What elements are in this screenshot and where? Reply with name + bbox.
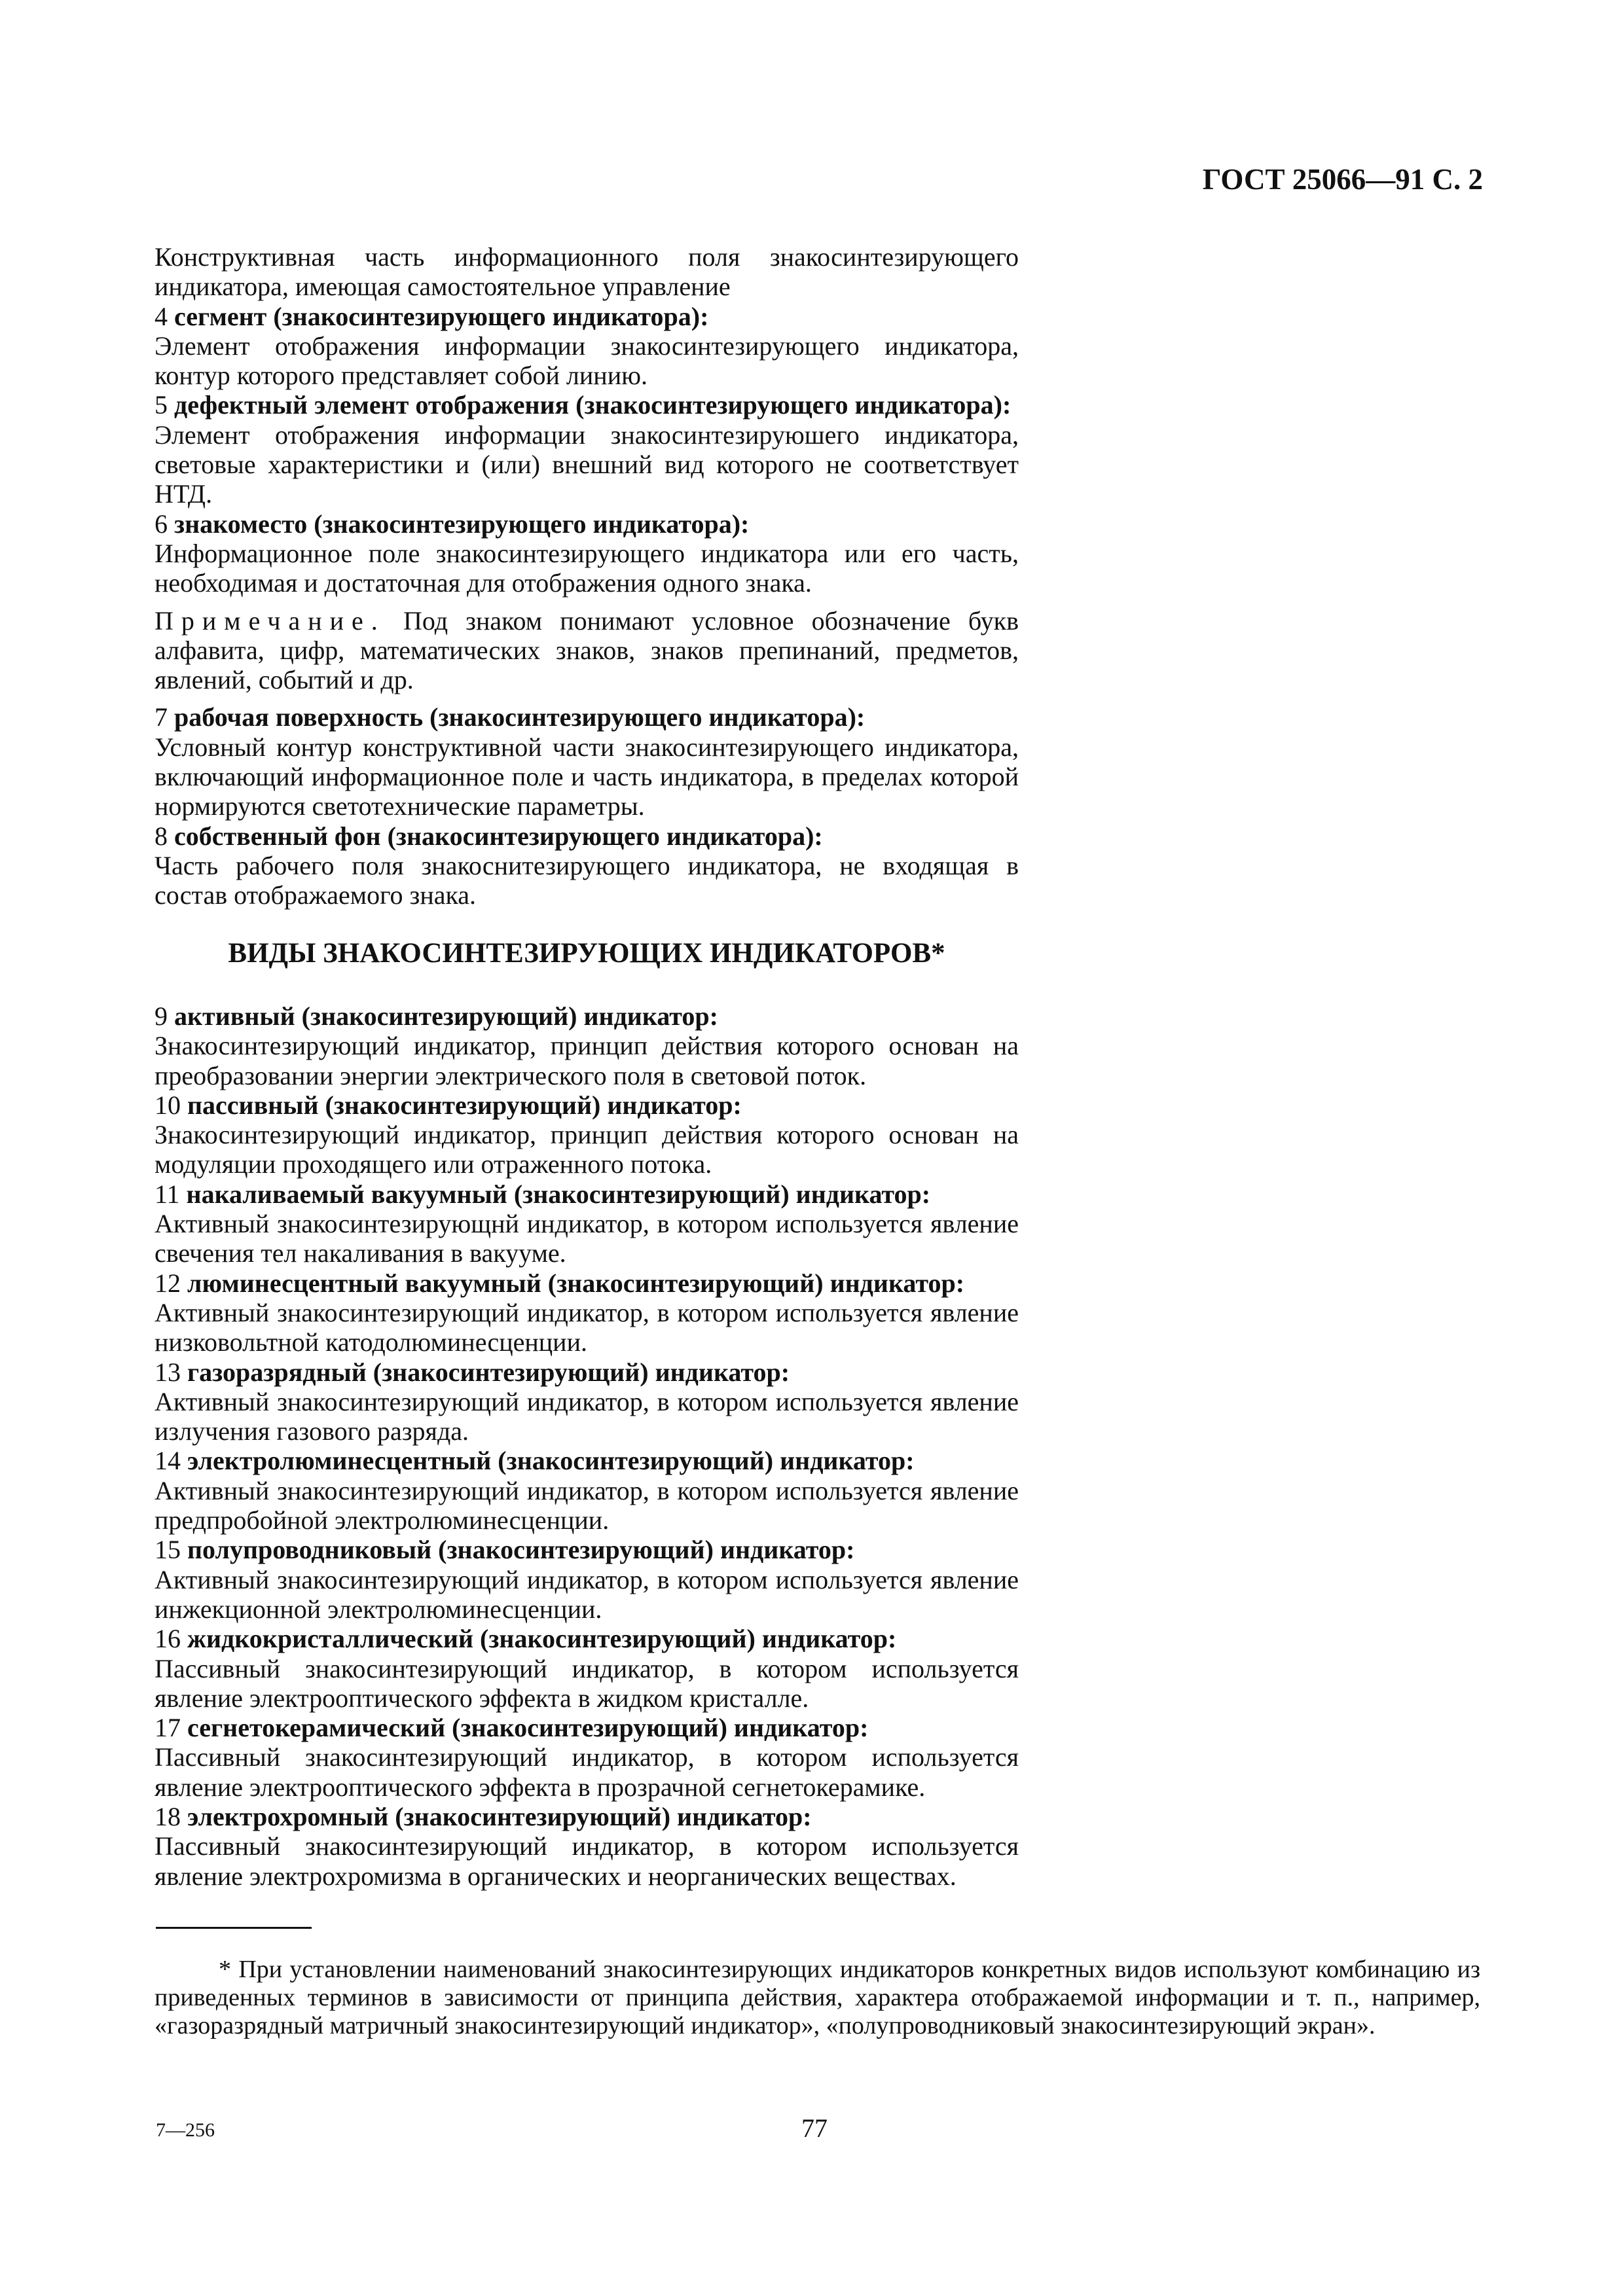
term-entry-13 [155,1357,1019,1446]
term-entry-9 [155,1001,1019,1090]
term-entry-6 [155,509,1019,598]
term-entry-14 [155,1446,1019,1535]
definition-text: Активный знакосинтезирующий индикатор, в котором используется явление предпробойной электролюминесценции. [155,1475,1019,1535]
definition-text: Знакосинтезирующий индикатор, принцип действия которого основан на преобразовании энергии электрического поля в световой поток. [155,1031,1019,1090]
term-number: 8 [155,821,168,851]
note-text: Под знаком понимают условное обозначение букв алфавита, цифр, математических знаков, знаков препинаний, предметов, явлений, событий и др. [155,605,1019,695]
definition-text: Знакосинтезирующий индикатор, принцип действия которого основан на модуляции проходящего или отраженного потока. [155,1120,1019,1179]
definition-text: Активный знакосинтезирующий индикатор, в котором используется явление инжекционной электролюминесценции. [155,1564,1019,1624]
definition-text: Элемент отображения информации знакосинтезирующего индикатора, контур которого представляет собой линию. [155,331,1019,391]
term-entry-16 [155,1624,1019,1713]
footnote-divider [156,1927,312,1929]
term-entry-17 [155,1713,1019,1802]
term-title: электролюминесцентный (знакосинтезирующий) индикатор: [187,1446,915,1476]
term-title: жидкокристаллический (знакосинтезирующий) индикатор: [187,1624,897,1654]
term-number: 9 [155,1001,168,1031]
definition-text: Пассивный знакосинтезирующий индикатор, в котором используется явление электрооптического эффекта в жидком кристалле. [155,1653,1019,1713]
term-entry-18 [155,1802,1019,1891]
term-entry-8 [155,821,1019,910]
term-number: 15 [155,1535,181,1565]
term-number: 10 [155,1090,181,1120]
term-number: 4 [155,301,168,331]
definition-text: Активный знакосинтезирующий индикатор, в котором используется явление излучения газового разряда. [155,1386,1019,1446]
page-number: 77 [801,2113,828,2143]
definition-text: Часть рабочего поля знакоснитезирующего индикатора, не входящая в состав отображаемого знака. [155,850,1019,910]
section-heading: ВИДЫ ЗНАКОСИНТЕЗИРУЮЩИХ ИНДИКАТОРОВ* [228,938,945,969]
term-number: 16 [155,1624,181,1654]
term-title: сегнетокерамический (знакосинтезирующий) индикатор: [187,1713,869,1743]
term-entry-12 [155,1268,1019,1357]
document-header: ГОСТ 25066—91 С. 2 [1202,163,1483,196]
definition-text: Активный знакосинтезирующий индикатор, в котором используется явление низковольтной катодолюминесценции. [155,1297,1019,1357]
term-title: знакоместо (знакосинтезирующего индикатора): [174,509,750,539]
term-number: 18 [155,1802,181,1832]
term-entry-4 [155,302,1019,391]
term-title: рабочая поверхность (знакосинтезирующего индикатора): [174,702,866,732]
term-number: 11 [155,1179,180,1209]
term-title: электрохромный (знакосинтезирующий) индикатор: [187,1802,812,1832]
note [155,606,1019,695]
term-title: активный (знакосинтезирующий) индикатор: [174,1001,718,1031]
term-title: накаливаемый вакуумный (знакосинтезирующий) индикатор: [186,1179,931,1209]
definition-text: Активный знакосинтезирующнй индикатор, в котором используется явление свечения тел накаливания в вакууме. [155,1209,1019,1268]
term-title: газоразрядный (знакосинтезирующий) индикатор: [187,1357,790,1387]
note-label: Примечание. [155,605,386,636]
term-entry-15 [155,1535,1019,1624]
term-entry-11 [155,1179,1019,1268]
term-number: 6 [155,509,168,539]
definition-text: Элемент отображения информации знакосинтезируюшего индикатора, световые характеристики и (или) внешний вид которого не соответствует НТД. [155,420,1019,509]
term-title: люминесцентный вакуумный (знакосинтезирующий) индикатор: [187,1268,965,1298]
definition-text: Конструктивная часть информационного поля знакосинтезирующего индикатора, имеющая самостоятельное управление [155,242,1019,302]
term-entry-10 [155,1090,1019,1179]
term-title: полупроводниковый (знакосинтезирующий) индикатор: [187,1535,855,1565]
term-number: 14 [155,1446,181,1476]
term-entry-5 [155,390,1019,509]
term-number: 17 [155,1713,181,1743]
term-number: 12 [155,1268,181,1298]
term-title: пассивный (знакосинтезирующий) индикатор: [187,1090,742,1120]
footnote: * При установлении наименований знакосинтезирующих индикаторов конкретных видов используют комбинацию из приведенных терминов в зависимости от принципа действия, характера отображаемой информации и т. п., например, «газоразрядный матричный знакосинтезирующий индикатор», «полупроводниковый знакосинтезирующий экран». [155,1956,1480,2039]
definition-text: Условный контур конструктивной части знакосинтезирующего индикатора, включающий информационное поле и часть индикатора, в пределах которой нормируются светотехнические параметры. [155,732,1019,821]
term-number: 7 [155,702,168,732]
term-title: собственный фон (знакосинтезирующего индикатора): [174,821,823,851]
term-number: 5 [155,390,168,420]
terms-block-1 [155,242,1019,910]
definition-text: Пассивный знакосинтезирующий индикатор, в котором используется явление электрооптического эффекта в прозрачной сегнетокерамике. [155,1742,1019,1802]
term-title: сегмент (знакосинтезирующего индикатора): [174,301,709,331]
term-title: дефектный элемент отображения (знакосинтезирующего индикатора): [174,390,1012,420]
definition-text: Информационное поле знакосинтезирующего индикатора или его часть, необходимая и достаточная для отображения одного знака. [155,538,1019,598]
page-code: 7—256 [156,2119,215,2141]
terms-block-2 [155,1001,1019,1891]
definition-text: Пассивный знакосинтезирующий индикатор, в котором используется явление электрохромизма в органических и неорганических веществах. [155,1831,1019,1891]
term-number: 13 [155,1357,181,1387]
term-entry-7 [155,702,1019,821]
